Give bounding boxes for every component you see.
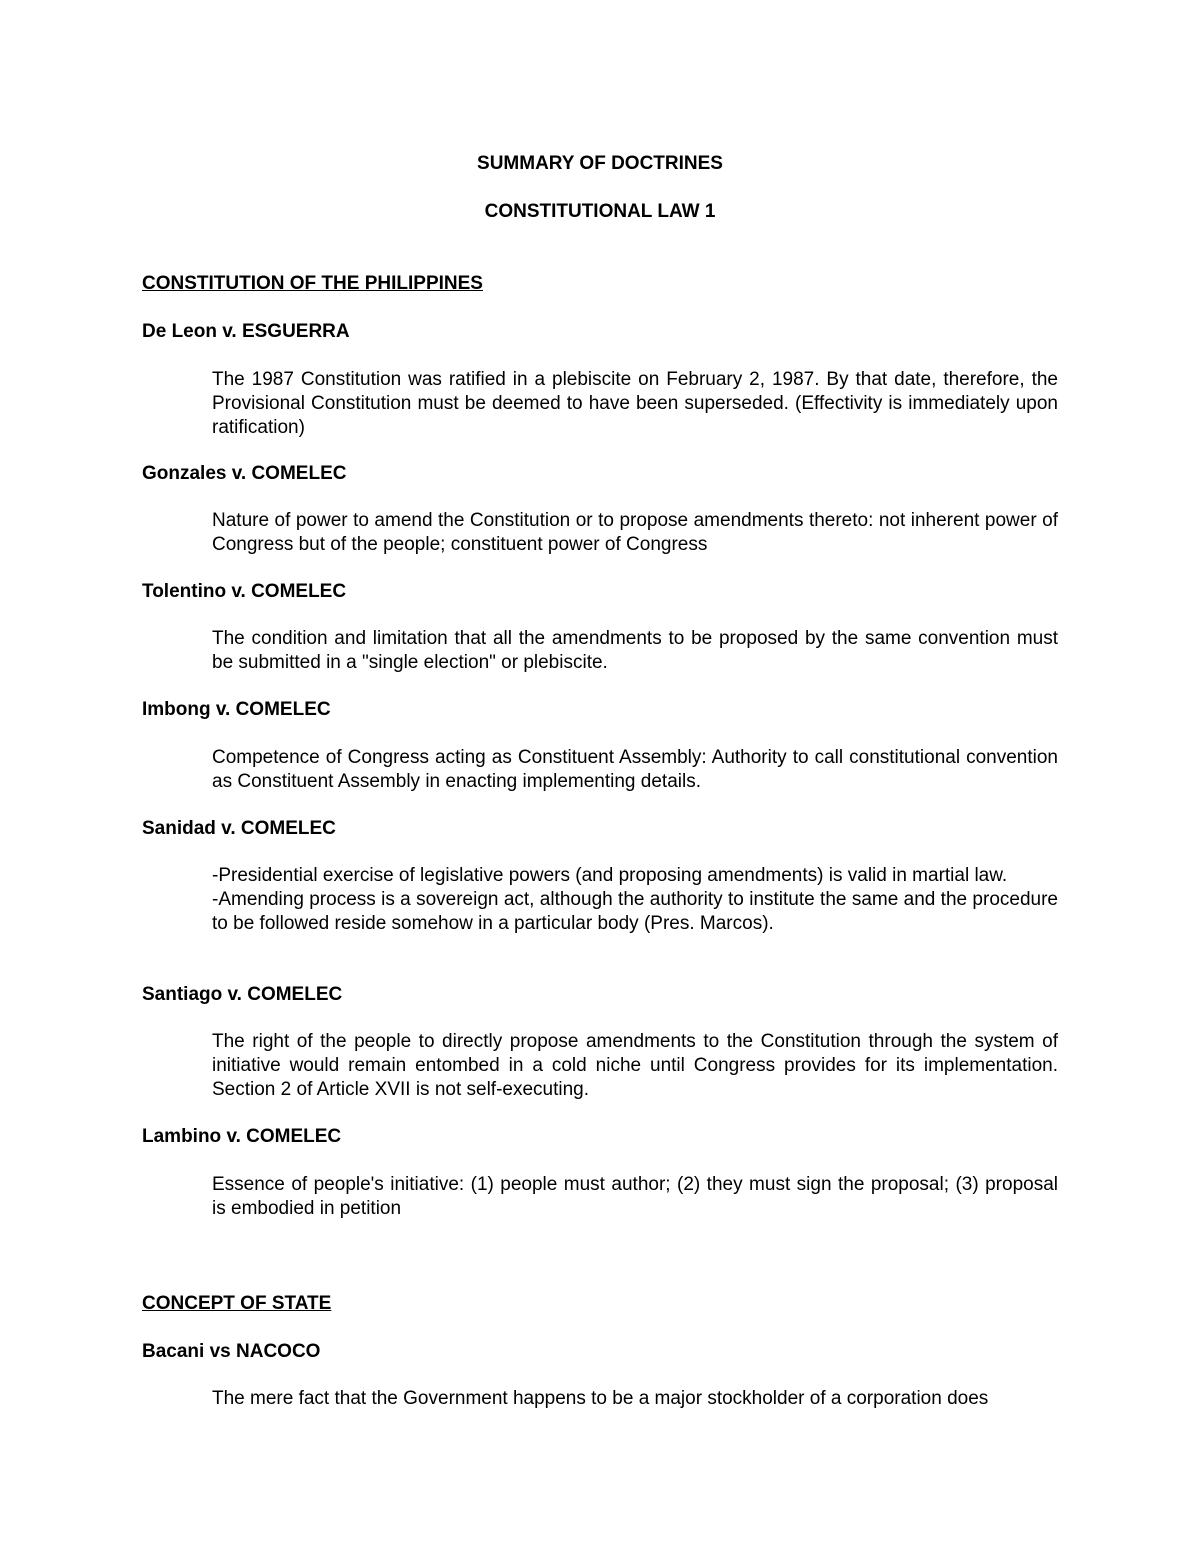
doctrine-text: The condition and limitation that all the amendments to be proposed by the same convention must be submitted in a "single election" or plebiscite.: [212, 628, 1058, 673]
case-title-gonzales: Gonzales v. COMELEC: [142, 463, 347, 484]
doctrine-text: Competence of Congress acting as Constituent Assembly: Authority to call constitutional convention as Constituent Assembly in enacting implementing details.: [212, 747, 1058, 792]
case-doctrine-de-leon: [212, 368, 1058, 440]
case-title-bacani: Bacani vs NACOCO: [142, 1341, 321, 1362]
doctrine-text-1: -Presidential exercise of legislative powers (and proposing amendments) is valid in martial law.: [212, 865, 1008, 886]
section-heading-constitution: CONSTITUTION OF THE PHILIPPINES: [142, 273, 483, 294]
case-title-sanidad: Sanidad v. COMELEC: [142, 818, 336, 839]
case-doctrine-gonzales: [212, 509, 1058, 557]
case-doctrine-sanidad: [212, 864, 1058, 936]
case-doctrine-tolentino: [212, 627, 1058, 675]
case-doctrine-imbong: [212, 746, 1058, 794]
document-title: SUMMARY OF DOCTRINES: [477, 153, 723, 174]
case-title-tolentino: Tolentino v. COMELEC: [142, 581, 347, 602]
case-title-lambino: Lambino v. COMELEC: [142, 1126, 342, 1147]
section-heading-concept-of-state: CONCEPT OF STATE: [142, 1293, 332, 1314]
doctrine-text: The 1987 Constitution was ratified in a plebiscite on February 2, 1987. By that date, therefore, the Provisional Constitution must be deemed to have been superseded. (Effectivity is immediately upon ratification): [212, 369, 1058, 438]
doctrine-text: The right of the people to directly propose amendments to the Constitution through the system of initiative would remain entombed in a cold niche until Congress provides for its implementation. Section 2 of Article XVII is not self-executing.: [212, 1031, 1058, 1100]
doctrine-text: Essence of people's initiative: (1) people must author; (2) they must sign the proposal; (3) proposal is embodied in petition: [212, 1174, 1058, 1219]
doctrine-text: Nature of power to amend the Constitution or to propose amendments thereto: not inherent power of Congress but of the people; constituent power of Congress: [212, 510, 1058, 555]
case-title-de-leon: De Leon v. ESGUERRA: [142, 321, 350, 342]
doctrine-text-2: -Amending process is a sovereign act, although the authority to institute the same and the procedure to be followed reside somehow in a particular body (Pres. Marcos).: [212, 889, 1058, 934]
case-doctrine-santiago: [212, 1030, 1058, 1102]
case-doctrine-bacani: [212, 1387, 1058, 1411]
case-title-imbong: Imbong v. COMELEC: [142, 699, 331, 720]
document-subtitle: CONSTITUTIONAL LAW 1: [484, 201, 716, 222]
doctrine-text: The mere fact that the Government happens to be a major stockholder of a corporation does: [212, 1388, 989, 1409]
case-title-santiago: Santiago v. COMELEC: [142, 984, 343, 1005]
case-doctrine-lambino: [212, 1173, 1058, 1221]
